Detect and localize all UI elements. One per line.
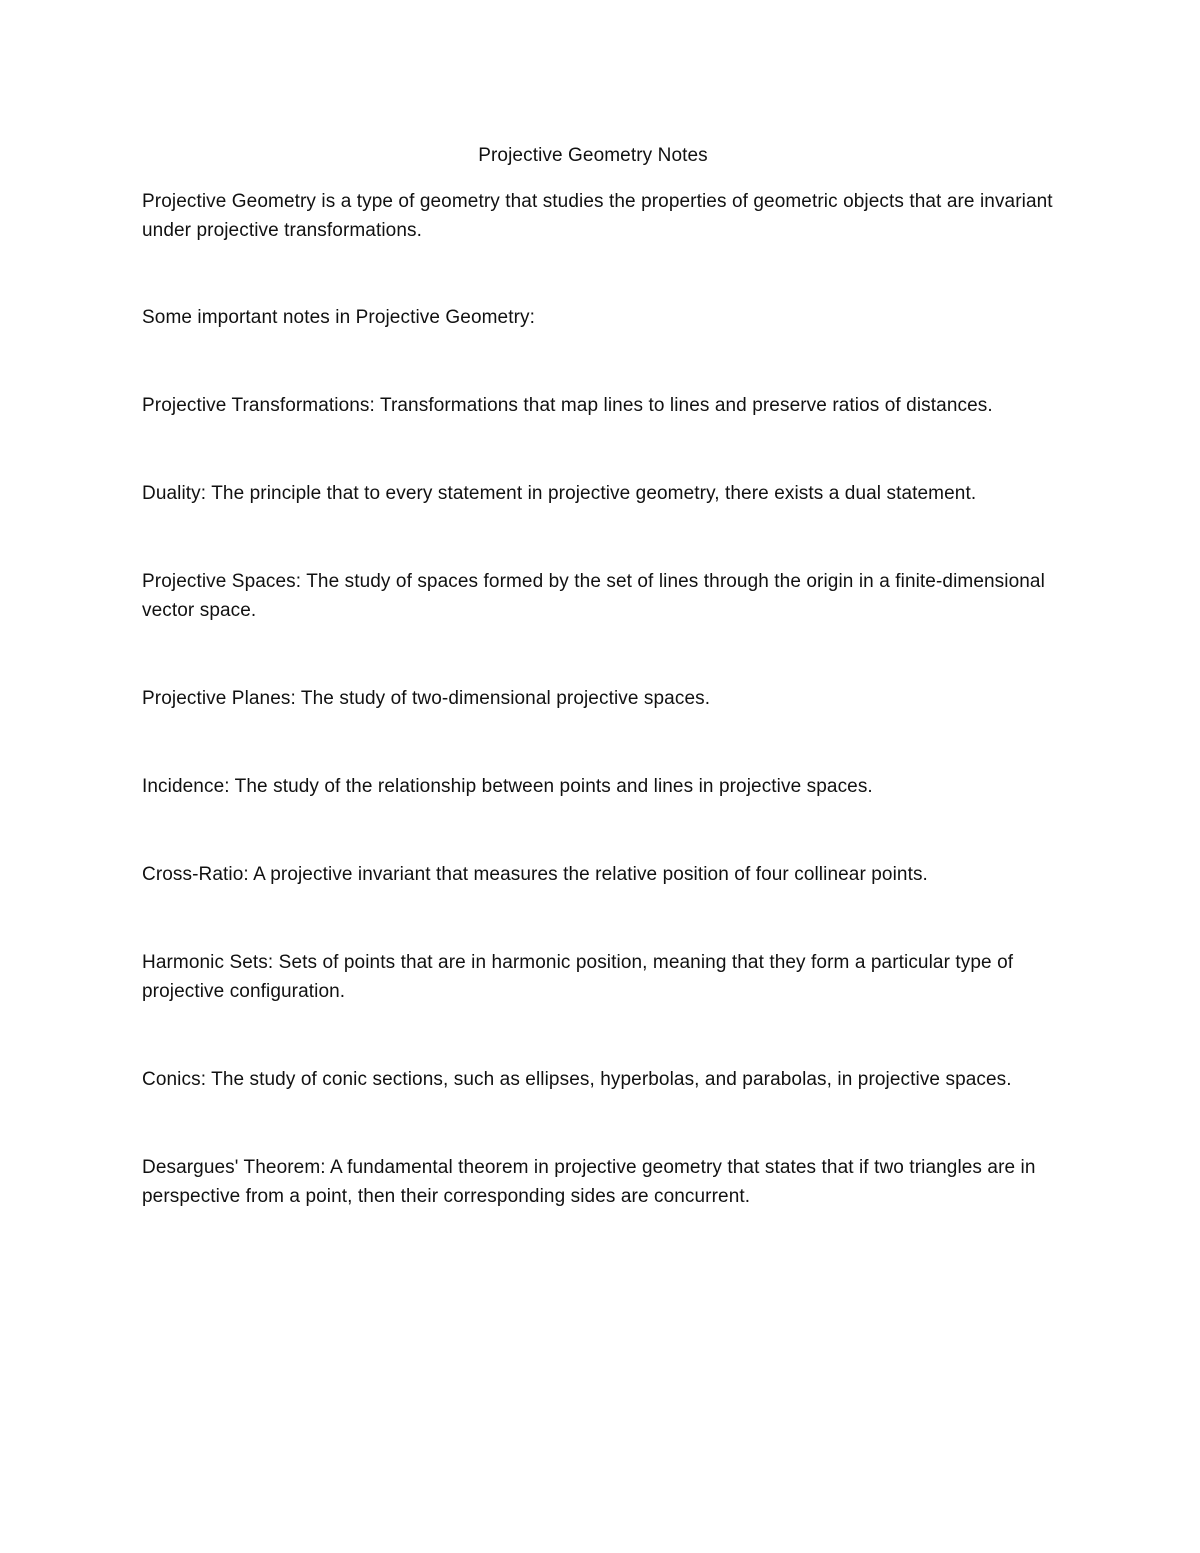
note-separator: : [243, 864, 254, 885]
note-definition: A fundamental theorem in projective geometry that states that if two triangles are in perspective from a point, then their corresponding sides are concurrent. [142, 1157, 1036, 1207]
note-separator: : [295, 571, 307, 592]
note-term: Projective Planes [142, 688, 291, 709]
note-definition: The study of the relationship between points and lines in projective spaces. [234, 776, 873, 797]
note-term: Projective Spaces [142, 571, 296, 592]
note-term: Desargues' Theorem [142, 1157, 321, 1178]
note-separator: : [369, 395, 380, 416]
note-projective-planes [142, 684, 1062, 713]
note-definition: Transformations that map lines to lines and preserve ratios of distances. [379, 395, 993, 416]
note-desargues-theorem [142, 1153, 1062, 1211]
note-harmonic-sets [142, 948, 1062, 1006]
document-body [142, 141, 1062, 1270]
note-definition: The study of conic sections, such as ellipses, hyperbolas, and parabolas, in projective spaces. [211, 1069, 1012, 1090]
page-title: Projective Geometry Notes [478, 145, 708, 166]
note-definition: A projective invariant that measures the relative position of four collinear points. [253, 864, 928, 885]
note-projective-transformations [142, 391, 1062, 420]
note-separator: : [267, 952, 279, 973]
note-separator: : [200, 1069, 212, 1090]
note-separator: : [320, 1157, 330, 1178]
intro-paragraph: Projective Geometry is a type of geometry that studies the properties of geometric objects that are invariant under projective transformations. [142, 191, 1053, 241]
note-conics [142, 1065, 1062, 1094]
note-term: Duality [142, 483, 201, 504]
note-term: Cross-Ratio [142, 864, 244, 885]
note-definition: The principle that to every statement in projective geometry, there exists a dual statement. [211, 483, 977, 504]
note-definition: The study of spaces formed by the set of lines through the origin in a finite-dimensional vector space. [142, 571, 1045, 621]
note-term: Incidence [142, 776, 225, 797]
note-separator: : [290, 688, 301, 709]
note-definition: Sets of points that are in harmonic position, meaning that they form a particular type of projective configuration. [142, 952, 1014, 1002]
note-separator: : [200, 483, 212, 504]
note-incidence [142, 772, 1062, 801]
note-term: Conics [142, 1069, 201, 1090]
note-cross-ratio [142, 860, 1062, 889]
note-term: Projective Transformations [142, 395, 370, 416]
notes-heading: Some important notes in Projective Geometry: [142, 307, 536, 328]
note-definition: The study of two-dimensional projective spaces. [300, 688, 711, 709]
note-duality [142, 479, 1062, 508]
note-projective-spaces [142, 567, 1062, 625]
note-separator: : [224, 776, 235, 797]
note-term: Harmonic Sets [142, 952, 268, 973]
